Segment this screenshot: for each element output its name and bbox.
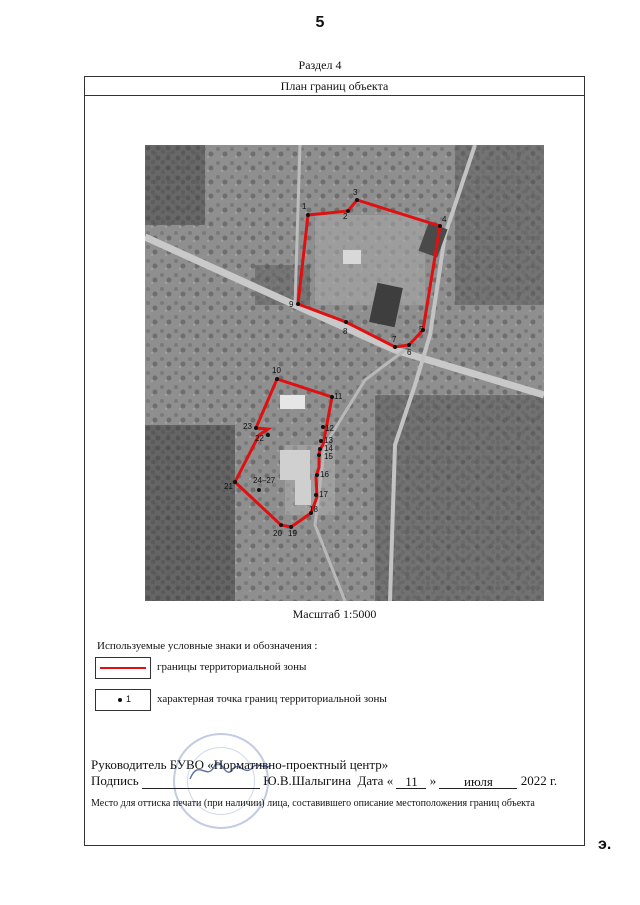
boundary-point [438,224,442,228]
point-label: 7 [392,335,397,344]
boundary-point [275,377,279,381]
boundary-point [306,213,310,217]
page-number: 5 [315,14,325,31]
boundary-point [254,426,258,430]
red-line-icon [100,667,146,669]
boundary-point [315,473,319,477]
section-label: Раздел 4 [298,58,342,72]
dot-icon [118,698,122,702]
legend-title: Используемые условные знаки и обозначения : [97,640,318,652]
boundary-point [344,320,348,324]
point-label: 14 [324,444,333,453]
point-label: 10 [272,366,281,375]
legend-point-label: 1 [126,694,132,704]
boundary-point [279,523,283,527]
document-frame [84,76,585,846]
point-label: 16 [320,470,329,479]
map-svg [145,145,544,601]
point-label: 12 [325,424,334,433]
point-label: 2 [343,212,348,221]
boundary-point [317,453,321,457]
map-scale: Масштаб 1:5000 [292,607,377,621]
frame-header: План границ объекта [85,77,584,96]
date-year: 2022 г. [520,773,558,788]
point-label: 9 [289,300,294,309]
edge-mark: э. [598,836,612,853]
date-month: июля [439,774,517,789]
point-label: 17 [319,490,328,499]
boundary-point [355,198,359,202]
point-label: 4 [442,215,447,224]
boundary-point [233,480,237,484]
point-label: 22 [255,434,264,443]
point-label: 18 [309,505,318,514]
point-label: 3 [353,188,358,197]
stamp-note: Место для оттиска печати (при наличии) лица, составившего описание местоположения границ объекта [91,798,535,809]
boundary-point [319,439,323,443]
point-label: 8 [343,327,348,336]
point-label: 24–27 [253,476,276,485]
legend-line-text: границы территориальной зоны [157,661,307,673]
date-day: 11 [396,774,426,789]
boundary-point [266,433,270,437]
legend-point-symbol [95,689,151,711]
point-label: 11 [334,392,343,401]
point-label: 5 [419,325,424,334]
legend-line-symbol [95,657,151,679]
point-label: 6 [407,348,412,357]
signer-name: Ю.В.Шалыгина [263,773,352,788]
point-label: 23 [243,422,252,431]
signer-role: Руководитель БУВО «Нормативно-проектный центр» [91,757,389,772]
sign-label: Подпись [91,773,139,788]
boundary-point [314,493,318,497]
boundary-point [296,302,300,306]
point-label: 20 [273,529,282,538]
boundary-point [257,488,261,492]
date-day-close: » [429,773,437,788]
signature-blank [142,774,260,789]
point-label: 15 [324,452,333,461]
boundary-point [407,343,411,347]
point-label: 13 [324,436,333,445]
point-label: 19 [288,529,297,538]
legend-point-text: характерная точка границ территориальной зоны [157,693,387,705]
boundary-point [318,447,322,451]
boundary-point [393,345,397,349]
signature-line [91,773,557,789]
aerial-map [145,145,544,601]
date-label: Дата « [357,773,394,788]
point-label: 21 [224,482,233,491]
point-label: 1 [302,202,307,211]
